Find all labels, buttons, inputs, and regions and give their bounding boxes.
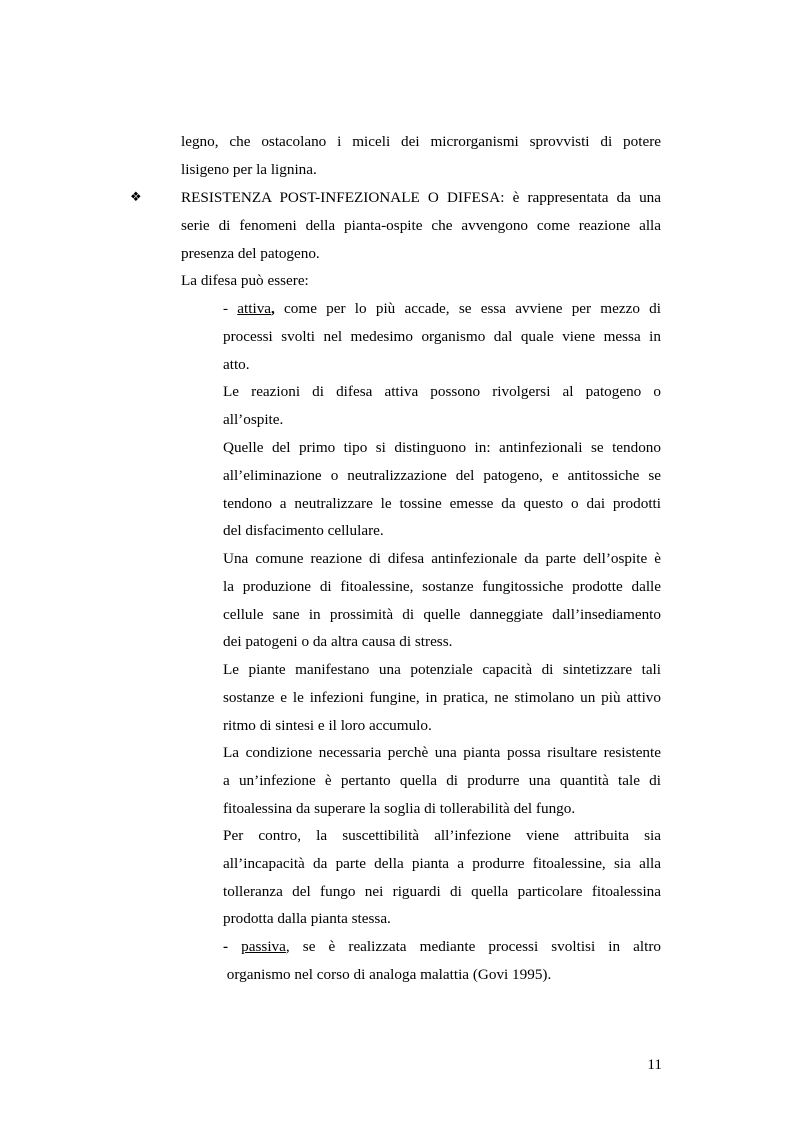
text-line: Le piante manifestano una potenziale capacità di sintetizzare tali: [223, 661, 661, 678]
text-line: sostanze e le infezioni fungine, in pratica, ne stimolano un più attivo: [223, 688, 661, 706]
text-line: a un’infezione è pertanto quella di produrre una quantità tale di: [223, 771, 661, 789]
dash-marker: -: [223, 300, 238, 317]
text-run: , se è realizzata mediante processi svoltisi in altro: [285, 938, 662, 955]
text-line: fitoalessina da superare la soglia di tollerabilità del fungo.: [223, 799, 576, 817]
text-line: RESISTENZA POST-INFEZIONALE O DIFESA: è rappresentata da una: [181, 189, 661, 206]
text-line: del disfacimento cellulare.: [223, 522, 384, 540]
text-line: Quelle del primo tipo si distinguono in: antinfezionali se tendono: [223, 439, 661, 456]
intro-paragraph: [181, 128, 661, 184]
text-line: all’eliminazione o neutralizzazione del patogeno, e antitossiche se: [223, 466, 661, 484]
text-line: la produzione di fitoalessine, sostanze fungitossiche prodotte dalle: [223, 577, 661, 595]
term-attiva: attiva: [237, 300, 272, 317]
text-line: prodotta dalla pianta stessa.: [223, 910, 391, 928]
text-line: all’incapacità da parte della pianta a produrre fitoalessine, sia alla: [223, 854, 661, 872]
text-line: La difesa può essere:: [181, 272, 309, 289]
dash-marker: -: [223, 938, 242, 955]
text-line: serie di fenomeni della pianta-ospite che avvengono come reazione alla: [181, 216, 661, 234]
post-infection-paragraph: [181, 184, 661, 267]
passiva-paragraph: [223, 933, 661, 989]
reazioni-paragraph: [223, 378, 661, 434]
diamond-bullet-icon: ❖: [130, 190, 142, 205]
page-number: 11: [647, 1056, 662, 1073]
text-line: legno, che ostacolano i miceli dei microrganismi sprovvisti di potere: [181, 133, 661, 150]
text-line: La condizione necessaria perchè una pianta possa risultare resistente: [223, 744, 661, 761]
primo-tipo-paragraph: [223, 434, 661, 545]
text-line: Una comune reazione di difesa antinfezionale da parte dell’ospite è: [223, 550, 661, 567]
text-line: organismo nel corso di analoga malattia (Govi 1995).: [223, 965, 552, 983]
text-line: cellule sane in prossimità di quelle danneggiate dall’insediamento: [223, 605, 661, 623]
text-line: [223, 933, 661, 961]
attiva-paragraph: [223, 295, 661, 378]
text-line: lisigeno per la lignina.: [181, 160, 317, 178]
term-passiva: passiva: [241, 938, 286, 955]
text-line: Le reazioni di difesa attiva possono rivolgersi al patogeno o: [223, 383, 661, 400]
difesa-intro: [181, 267, 661, 295]
text-line: [223, 295, 661, 323]
text-line: presenza del patogeno.: [181, 244, 320, 262]
fitoalessine-paragraph: [223, 545, 661, 656]
text-line: tolleranza del fungo nei riguardi di quella particolare fitoalessina: [223, 882, 661, 900]
text-line: tendono a neutralizzare le tossine emesse da questo o dai prodotti: [223, 494, 661, 512]
term-comma: ,: [271, 300, 275, 317]
capacita-paragraph: [223, 656, 661, 739]
condizione-paragraph: [223, 739, 661, 822]
text-line: atto.: [223, 355, 250, 373]
text-line: ritmo di sintesi e il loro accumulo.: [223, 716, 432, 734]
text-line: dei patogeni o da altra causa di stress.: [223, 633, 453, 651]
text-run: come per lo più accade, se essa avviene per mezzo di: [274, 300, 661, 317]
suscettibilita-paragraph: [223, 822, 661, 933]
text-line: all’ospite.: [223, 410, 284, 428]
text-line: Per contro, la suscettibilità all’infezione viene attribuita sia: [223, 827, 661, 844]
text-line: processi svolti nel medesimo organismo dal quale viene messa in: [223, 327, 661, 345]
